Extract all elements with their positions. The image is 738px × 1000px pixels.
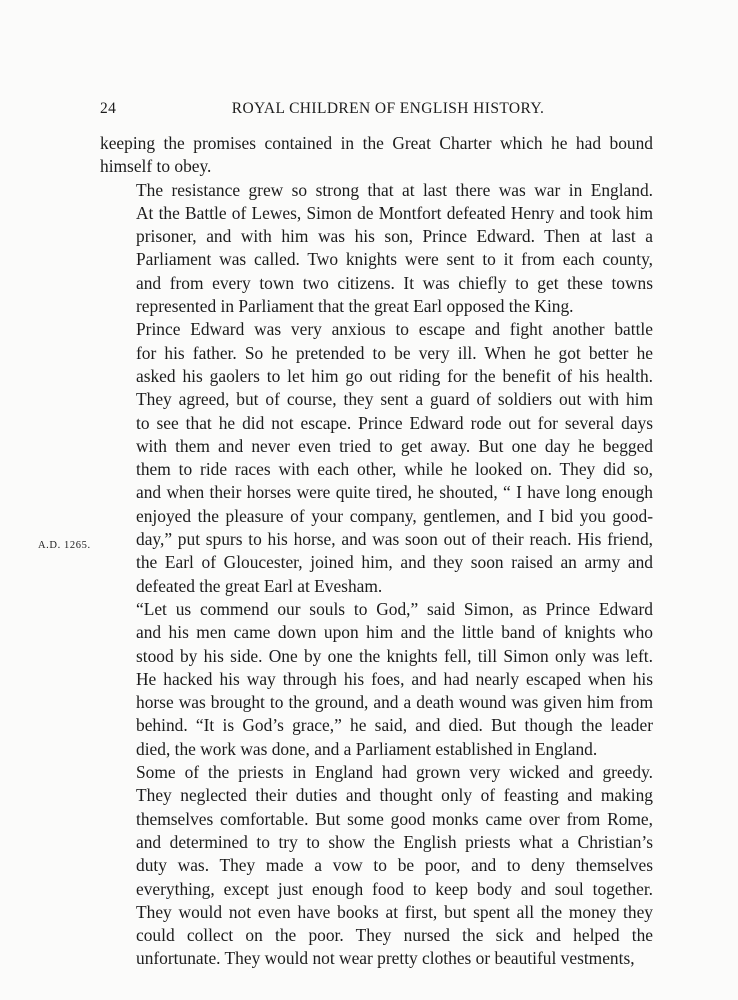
paragraph — [100, 761, 653, 971]
text-line: defeated the great Earl at Evesham. — [136, 575, 383, 596]
paragraph — [100, 179, 653, 319]
text-line: with them and never even tried to get away. But one day he begged — [136, 435, 653, 456]
text-line: themselves comfortable. But some good monks came over from Rome, — [136, 808, 653, 829]
text-line: prisoner, and with him was his son, Prince Edward. Then at last a — [136, 226, 653, 247]
text-line: to see that he did not escape. Prince Edward rode out for several days — [136, 412, 653, 433]
margin-date-note: A.D. 1265. — [38, 540, 91, 551]
text-line: could collect on the poor. They nursed the sick and helped the — [136, 925, 653, 946]
text-line: enjoyed the pleasure of your company, gentlemen, and I bid you good- — [136, 505, 653, 526]
text-line: Some of the priests in England had grown very wicked and greedy. — [136, 762, 653, 783]
text-line: and when their horses were quite tired, he shouted, “ I have long enough — [136, 482, 653, 503]
text-line: The resistance grew so strong that at last there was war in England. — [136, 179, 653, 200]
text-line: He hacked his way through his foes, and had nearly escaped when his — [136, 668, 653, 689]
text-line: They neglected their duties and thought only of feasting and making — [136, 785, 653, 806]
text-line: behind. “It is God’s grace,” he said, and died. But though the leader — [136, 715, 653, 736]
page-header — [100, 99, 640, 119]
text-line: them to ride races with each other, while he looked on. They did so, — [136, 459, 653, 480]
text-line: Parliament was called. Two knights were sent to it from each county, — [136, 249, 653, 270]
text-line: “Let us commend our souls to God,” said Simon, as Prince Edward — [136, 598, 653, 619]
text-line: They would not even have books at first, but spent all the money they — [136, 901, 653, 922]
text-line: Prince Edward was very anxious to escape and fight another battle — [136, 319, 653, 340]
text-line: himself to obey. — [100, 156, 212, 177]
text-line: everything, except just enough food to keep body and soul together. — [136, 878, 653, 899]
page-number: 24 — [100, 100, 117, 117]
paragraph — [100, 598, 653, 761]
text-line: duty was. They made a vow to be poor, and to deny themselves — [136, 855, 653, 876]
text-line: asked his gaolers to let him go out riding for the benefit of his health. — [136, 365, 653, 386]
text-line: day,” put spurs to his horse, and was soon out of their reach. His friend, — [136, 529, 653, 550]
text-line: the Earl of Gloucester, joined him, and they soon raised an army and — [136, 552, 653, 573]
text-line: stood by his side. One by one the knights fell, till Simon only was left. — [136, 645, 653, 666]
text-line: represented in Parliament that the great Earl opposed the King. — [136, 296, 574, 317]
body-text — [100, 132, 653, 971]
text-line: and his men came down upon him and the little band of knights who — [136, 622, 653, 643]
text-line: died, the work was done, and a Parliament established in England. — [136, 738, 598, 759]
running-title: ROYAL CHILDREN OF ENGLISH HISTORY. — [231, 100, 545, 117]
paragraph — [100, 318, 653, 598]
text-line: They agreed, but of course, they sent a guard of soldiers out with him — [136, 389, 653, 410]
text-line: and determined to try to show the English priests what a Christian’s — [136, 831, 653, 852]
text-line: At the Battle of Lewes, Simon de Montfort defeated Henry and took him — [136, 202, 653, 223]
text-line: for his father. So he pretended to be very ill. When he got better he — [136, 342, 653, 363]
text-line: unfortunate. They would not wear pretty clothes or beautiful vestments, — [136, 948, 635, 969]
text-line: and from every town two citizens. It was chiefly to get these towns — [136, 272, 653, 293]
paragraph — [100, 132, 653, 179]
text-line: horse was brought to the ground, and a death wound was given him from — [136, 692, 653, 713]
text-line: keeping the promises contained in the Great Charter which he had bound — [100, 133, 653, 153]
